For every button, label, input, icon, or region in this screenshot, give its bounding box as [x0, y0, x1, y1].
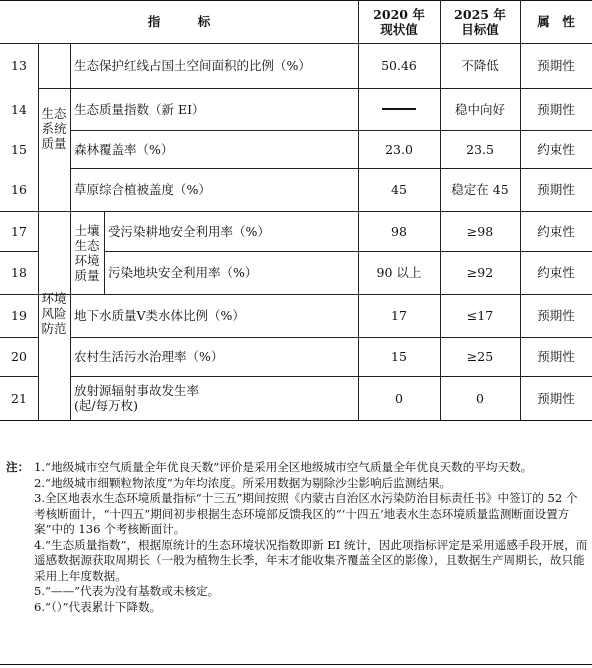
current-value: 23.0	[385, 141, 413, 157]
target-value: 稳定在 45	[451, 182, 509, 197]
note-item	[6, 538, 588, 585]
group-risk-line: 风险	[41, 305, 67, 321]
group-ecosystem-line: 生态	[41, 105, 67, 121]
row-number: 19	[11, 308, 27, 323]
attribute-value: 预期性	[537, 308, 575, 323]
indicator-name: 生态保护红线占国土空间面积的比例（%）	[74, 58, 311, 73]
attribute-value: 预期性	[537, 58, 575, 73]
group-soil-line: 环境	[74, 252, 100, 268]
current-value: 98	[391, 223, 407, 239]
attribute-value: 约束性	[537, 265, 575, 280]
current-value: 90 以上	[376, 265, 422, 280]
indicator-name: 生态质量指数（新 EI）	[74, 101, 205, 117]
notes-bottom-border	[0, 664, 592, 665]
target-value: 23.5	[466, 141, 494, 157]
note-text: 2.“地级城市细颗粒物浓度”为年均浓度。所采用数据为剔除沙尘影响后监测结果。	[34, 475, 452, 490]
row-number: 18	[11, 265, 27, 280]
indicator-name: 受污染耕地安全利用率（%）	[108, 223, 270, 239]
indicator-name: 森林覆盖率（%）	[74, 141, 174, 157]
current-value: 50.46	[381, 58, 417, 73]
target-value: ≥98	[466, 223, 494, 239]
note-item	[6, 491, 588, 538]
indicator-name: 放射源辐射事故发生率 (起/每万枚)	[74, 383, 200, 413]
note-item	[6, 476, 588, 492]
header-current-year: 2020 年	[373, 6, 425, 22]
row-number: 13	[11, 58, 27, 73]
group-ecosystem-line: 系统	[41, 120, 67, 136]
attribute-value: 预期性	[537, 101, 575, 117]
current-value-no-baseline	[358, 88, 440, 130]
attribute-value: 预期性	[537, 349, 575, 364]
group-ecosystem-quality	[38, 88, 70, 168]
group-soil-env-quality	[70, 211, 104, 294]
group-risk-line: 防范	[41, 320, 67, 336]
attribute-value: 预期性	[537, 390, 575, 406]
group-soil-line: 生态	[74, 237, 100, 253]
current-value: 45	[391, 182, 407, 197]
group-soil-line: 质量	[74, 267, 100, 283]
note-text: 3.全区地表水生态环境质量指标“十三五”期间按照《内蒙古自治区水污染防治目标责任书》中签订的 52 个考核断面计，“十四五”期间初步根据生态环境部反馈我区的“‘十四五’地表水生态环境质量监测断面设置方案”中的 136 个考核断面计。	[34, 491, 578, 536]
indicator-name: 污染地块安全利用率（%）	[108, 265, 258, 280]
note-text: 6.“（）”代表累计下降数。	[34, 599, 162, 614]
row-number: 16	[11, 182, 27, 197]
group-soil-line: 土壤	[74, 222, 100, 238]
group-risk-line: 环境	[41, 290, 67, 306]
header-attribute: 属 性	[537, 14, 575, 29]
indicator-name: 农村生活污水治理率（%）	[74, 349, 224, 364]
current-value: 17	[391, 308, 407, 323]
header-target	[440, 0, 520, 43]
attribute-value: 预期性	[537, 182, 575, 197]
note-item	[6, 460, 588, 476]
row-number: 20	[11, 349, 27, 364]
target-value: ≥92	[466, 265, 494, 280]
indicator-name: 草原综合植被盖度（%）	[74, 182, 211, 197]
target-value: 不降低	[461, 58, 499, 73]
note-text: 5.“——”代表为没有基数或未核定。	[34, 584, 220, 598]
indicator-name: 地下水质量Ⅴ类水体比例（%）	[74, 308, 245, 323]
attribute-value: 约束性	[537, 223, 575, 239]
note-text: 4.“生态质量指数”，根据原统计的生态环境状况指数即新 EI 统计，因此项指标评定是采用遥感手段开展，而遥感数据源获取周期长（一般为植物生长季，年末才能收集齐覆盖全区的影像），且数据生产周期长，故只能采用上年度数据。	[34, 537, 588, 583]
note-item	[6, 600, 588, 616]
header-target-label: 目标值	[461, 21, 499, 37]
table-bottom-border	[0, 420, 592, 421]
current-value: 15	[391, 349, 407, 364]
target-value: 稳中向好	[454, 101, 505, 117]
row-number: 14	[11, 101, 27, 117]
table-notes	[6, 460, 588, 615]
note-text: 1.“地级城市空气质量全年优良天数”评价是采用全区地级城市空气质量全年优良天数的平均天数。	[34, 460, 533, 474]
header-current-label: 现状值	[380, 21, 418, 37]
header-current	[358, 0, 440, 43]
target-value: ≥25	[466, 349, 494, 364]
no-baseline-dash	[382, 108, 416, 110]
target-value: 0	[476, 390, 484, 406]
row-number: 15	[11, 141, 27, 157]
note-item	[6, 584, 588, 600]
header-indicator: 指 标	[147, 14, 211, 29]
current-value: 0	[395, 390, 403, 406]
notes-lead: 注：	[6, 460, 30, 474]
attribute-value: 约束性	[537, 141, 575, 157]
header-target-year: 2025 年	[454, 6, 506, 22]
group-ecosystem-line: 质量	[41, 135, 67, 151]
group-environmental-risk	[38, 283, 70, 343]
row-number: 17	[11, 223, 27, 239]
target-value: ≤17	[466, 308, 494, 323]
row-number: 21	[11, 390, 27, 406]
